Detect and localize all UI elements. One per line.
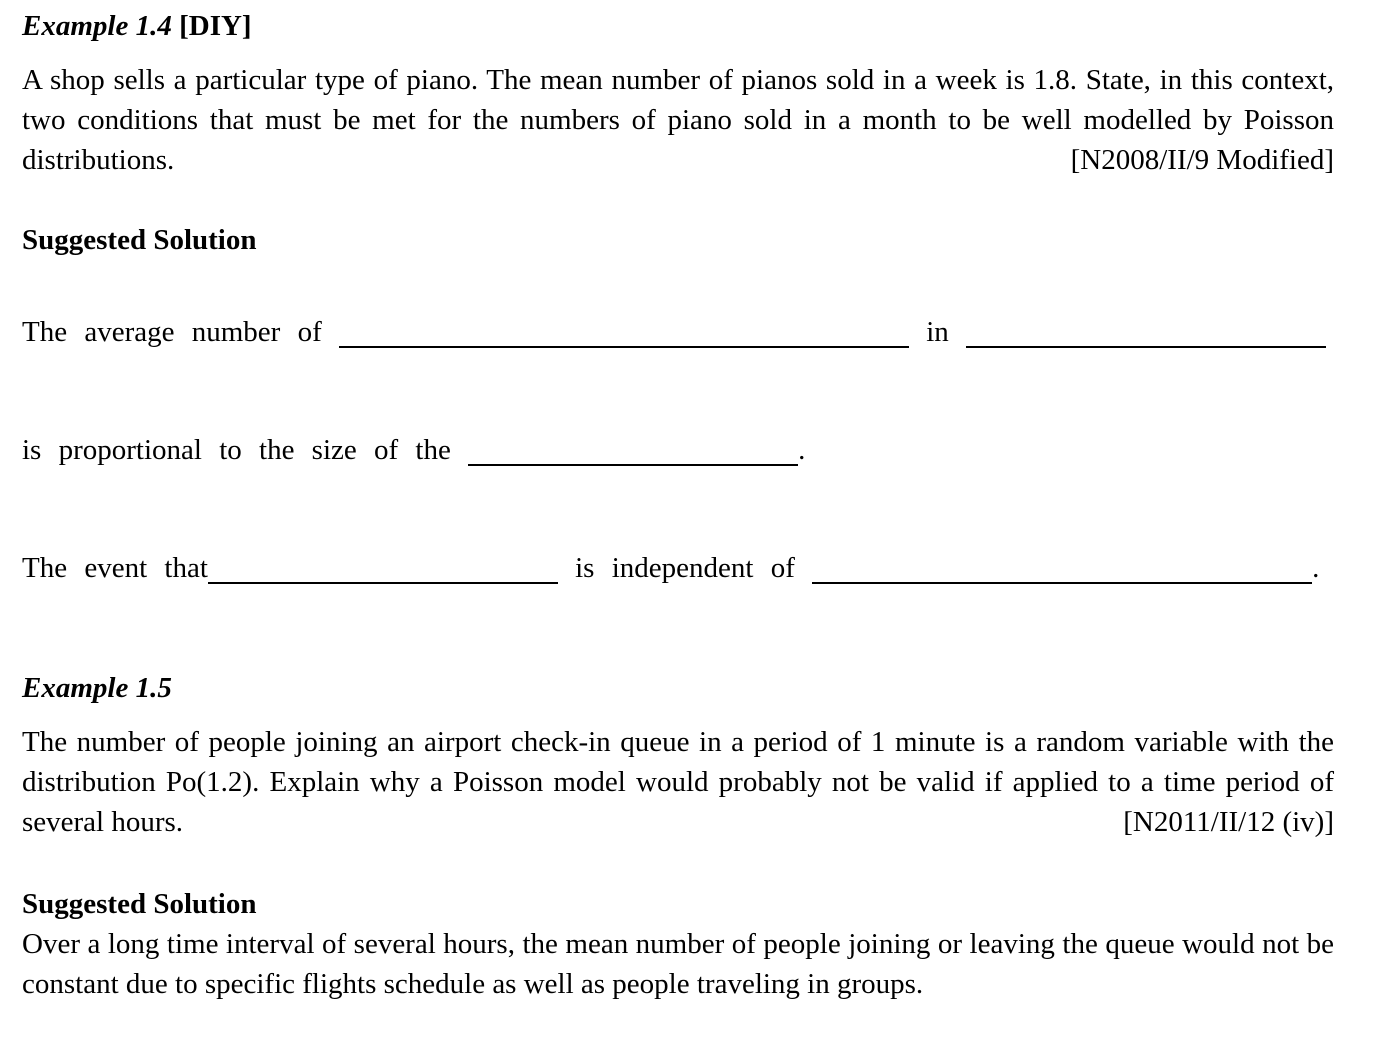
fill-line-2-period: .: [798, 434, 806, 466]
example-1-5-solution: [22, 924, 1334, 1004]
fill-line-1-prefix: The average number of: [22, 316, 322, 348]
blank-underline-5: [812, 568, 1312, 584]
fill-line-independent: [22, 548, 1334, 588]
blank-underline-1: [339, 332, 909, 348]
example-1-5-heading: [22, 668, 1334, 708]
example-1-4-citation: [N2008/II/9 Modified]: [1070, 144, 1334, 176]
fill-line-3-period: .: [1312, 552, 1320, 584]
example-1-4-heading: [22, 6, 1334, 46]
example-1-5-problem-text: The number of people joining an airport check-in queue in a period of 1 minute is a random variable with the distribution Po(1.2). Explain why a Poisson model would probably not be valid if applied to a time period of several hours.: [22, 726, 1334, 838]
blank-underline-2: [966, 332, 1326, 348]
example-1-4-title: Example 1.4: [22, 10, 172, 42]
fill-line-3-prefix: The event that: [22, 552, 208, 584]
fill-line-2-prefix: is proportional to the size of the: [22, 434, 451, 466]
example-1-5-title: Example 1.5: [22, 672, 172, 704]
example-1-5-problem: [22, 722, 1334, 842]
example-1-5-citation: [N2011/II/12 (iv)]: [1123, 806, 1334, 838]
fill-line-proportional: [22, 430, 1334, 470]
fill-line-1-middle: in: [926, 316, 949, 348]
example-1-4-diy-tag: [DIY]: [179, 10, 252, 42]
example-1-5-solution-text: Over a long time interval of several hours, the mean number of people joining or leaving the queue would not be constant due to specific flights schedule as well as people traveling in groups.: [22, 928, 1334, 1000]
suggested-solution-heading-1: Suggested Solution: [22, 224, 257, 256]
blank-underline-3: [468, 450, 798, 466]
suggested-solution-heading-2: Suggested Solution: [22, 888, 257, 920]
blank-underline-4: [208, 568, 558, 584]
example-1-4-problem: [22, 60, 1334, 180]
fill-line-3-middle: is independent of: [575, 552, 795, 584]
fill-line-average-number: [22, 312, 1334, 352]
example-1-4-problem-text: A shop sells a particular type of piano. The mean number of pianos sold in a week is 1.8. State, in this context, two conditions that must be met for the numbers of piano sold in a month to be well modelled by Poisson distributions.: [22, 64, 1334, 176]
